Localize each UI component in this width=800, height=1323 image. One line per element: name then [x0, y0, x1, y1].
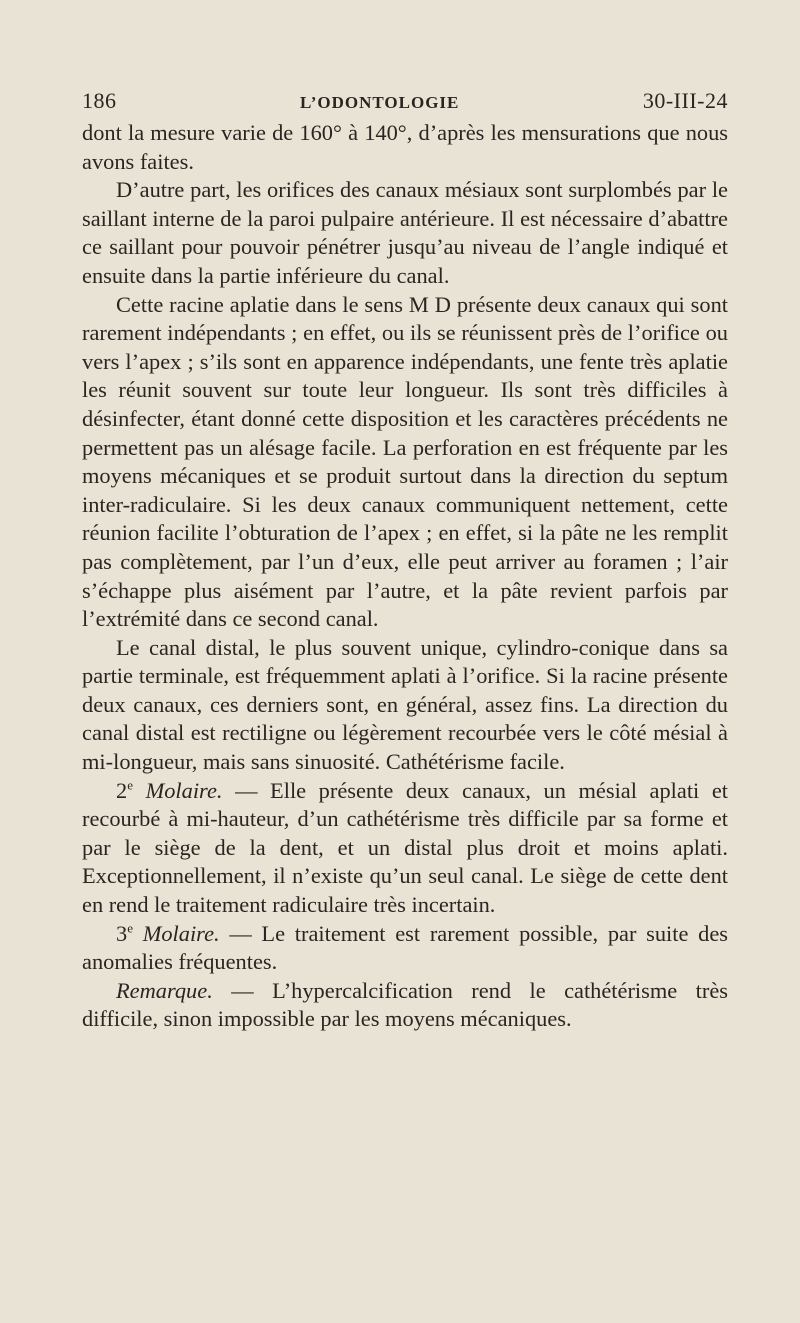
- page-number: 186: [82, 88, 117, 113]
- paragraph-second-molar: [82, 777, 728, 920]
- section-heading: Remarque.: [116, 977, 213, 1003]
- paragraph: Cette racine aplatie dans le sens M D présente deux canaux qui sont rarement indépendants ; en effet, ou ils se réunissent près de l’orifice ou vers l’apex ; s’ils sont en apparence indépendants, une fente très aplatie les réunit souvent sur toute leur longueur. Ils sont très difficiles à désinfecter, étant donné cette disposition et les caractères précédents ne permettent pas un alésage facile. La perforation en est fréquente par les moyens mécaniques et se produit surtout dans la direction du septum inter-radiculaire. Si les deux canaux communiquent nettement, cette réunion facilite l’obturation de l’apex ; en effet, si la pâte ne les remplit pas complètement, par l’un d’eux, elle peut arriver au foramen ; l’air s’échappe plus aisément par l’autre, et la pâte revient parfois par l’extrémité dans ce second canal.: [82, 291, 728, 632]
- running-title: L’ODONTOLOGIE: [299, 93, 460, 112]
- paragraph-text: — L’hypercalcification rend le cathétérisme très difficile, sinon impossible par les moyens mécaniques.: [82, 977, 728, 1032]
- running-header: [82, 88, 728, 114]
- ordinal-number: 2: [116, 777, 128, 803]
- ordinal-number: 3: [116, 920, 128, 946]
- paragraph-remark: [82, 977, 728, 1034]
- paragraph: dont la mesure varie de 160° à 140°, d’après les mensurations que nous avons faites.: [82, 120, 728, 174]
- paragraph-text: — Le traitement est rarement possible, par suite des anomalies fréquentes.: [82, 920, 728, 975]
- section-heading: Molaire.: [145, 777, 223, 803]
- ordinal-suffix: e: [127, 920, 133, 936]
- paragraph-third-molar: [82, 920, 728, 977]
- body-text: [82, 119, 728, 1034]
- section-heading: Molaire.: [142, 920, 220, 946]
- paragraph-text: — Elle présente deux canaux, un mésial aplati et recourbé à mi-hauteur, d’un cathétérisme très difficile par sa forme et par le siège de la dent, et un distal plus droit et moins aplati. Exceptionnellement, il n’existe qu’un seul canal. Le siège de cette dent en rend le traitement radiculaire très incertain.: [82, 777, 729, 918]
- issue-date: 30-III-24: [642, 88, 728, 113]
- paragraph: D’autre part, les orifices des canaux mésiaux sont surplombés par le saillant interne de la paroi pulpaire antérieure. Il est nécessaire d’abattre ce saillant pour pouvoir pénétrer jusqu’au niveau de l’angle indiqué et ensuite dans la partie inférieure du canal.: [82, 177, 728, 288]
- paragraph: Le canal distal, le plus souvent unique, cylindro-conique dans sa partie terminale, est fréquemment aplati à l’orifice. Si la racine présente deux canaux, ces derniers sont, en général, assez fins. La direction du canal distal est rectiligne ou légèrement recourbée vers le côté mésial à mi-longueur, mais sans sinuosité. Cathétérisme facile.: [82, 634, 728, 775]
- ordinal-suffix: e: [127, 777, 133, 793]
